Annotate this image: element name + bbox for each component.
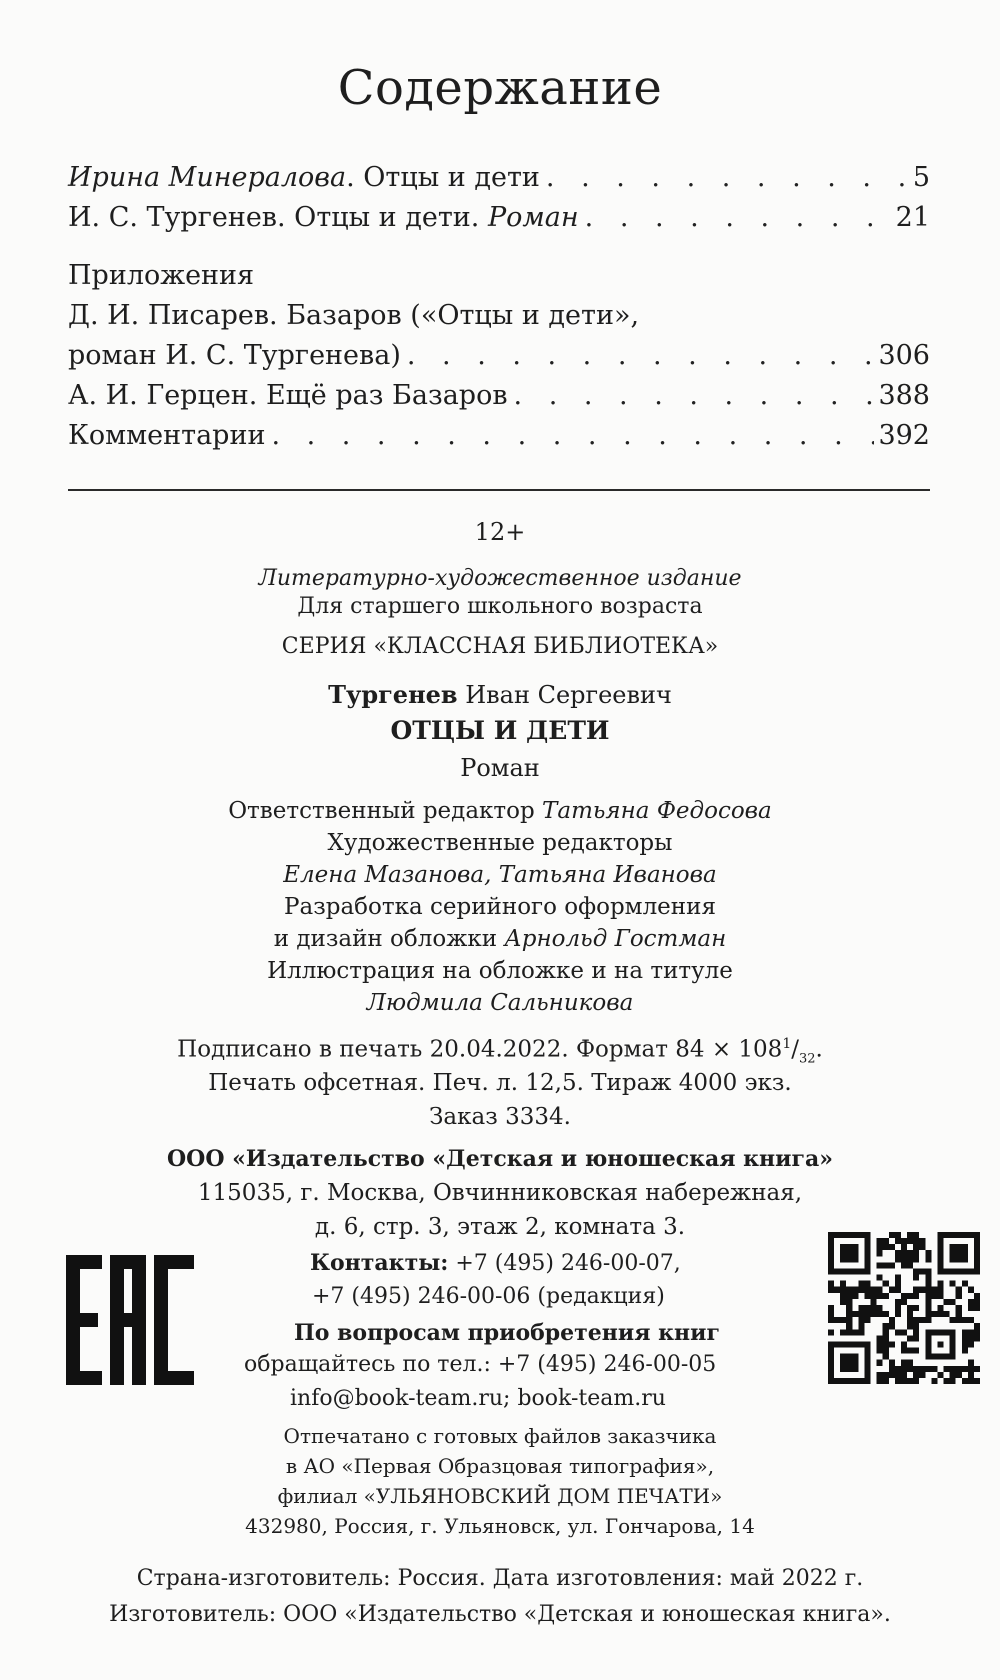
toc xyxy=(68,160,930,240)
cover-design-label: и дизайн обложки xyxy=(273,926,505,952)
toc-leader-dots xyxy=(540,160,909,196)
art-editors-label: Художественные редакторы xyxy=(327,830,673,856)
toc-page-number: 5 xyxy=(912,162,930,193)
printed-line-4: 432980, Россия, г. Ульяновск, ул. Гончарова, 14 xyxy=(245,1514,755,1538)
print-info: Печать офсетная. Печ. л. 12,5. Тираж 4000 экз. xyxy=(208,1070,792,1096)
address-line-2: д. 6, стр. 3, этаж 2, комната 3. xyxy=(314,1214,686,1240)
purchase-phone: обращайтесь по тел.: +7 (495) 246-00-05 xyxy=(244,1352,717,1377)
printed-line-1: Отпечатано с готовых файлов заказчика xyxy=(283,1424,717,1448)
toc-entry-title: Комментарии xyxy=(68,420,266,451)
genre: Роман xyxy=(460,754,540,782)
editor-line xyxy=(0,798,1000,824)
toc-entry xyxy=(68,418,930,458)
toc-entry xyxy=(68,200,930,240)
eac-mark-icon xyxy=(66,1255,194,1385)
manufacturer-line: Изготовитель: ООО «Издательство «Детская и юношеская книга». xyxy=(109,1602,891,1627)
toc-appendix-heading: Приложения xyxy=(68,260,255,291)
divider xyxy=(68,489,930,491)
signed-line: Подписано в печать 20.04.2022. Формат $84 \times 108^1/_{32}$. xyxy=(177,1036,823,1067)
toc-page-number: 306 xyxy=(878,340,930,371)
toc-entry xyxy=(68,338,930,378)
edition-type: Литературно-художественное издание xyxy=(258,566,742,591)
signed-text: Подписано в печать 20.04.2022. Формат 84 × 108 xyxy=(177,1036,783,1063)
toc-entry-title: роман И. С. Тургенева) xyxy=(68,340,401,371)
toc-entry-line: Д. И. Писарев. Базаров («Отцы и дети», xyxy=(68,300,640,331)
illustration-name: Людмила Сальникова xyxy=(366,990,634,1016)
address-line-1: 115035, г. Москва, Овчинниковская набережная, xyxy=(197,1180,803,1206)
country-line: Страна-изготовитель: Россия. Дата изготовления: май 2022 г. xyxy=(136,1566,864,1591)
toc-appendix xyxy=(68,258,930,458)
qr-code-icon xyxy=(828,1232,980,1384)
toc-entry-title xyxy=(68,200,579,236)
web-contacts: info@book-team.ru; book-team.ru xyxy=(290,1386,666,1411)
toc-leader-dots xyxy=(401,338,875,374)
toc-entry-title: А. И. Герцен. Ещё раз Базаров xyxy=(68,380,508,411)
author-surname: Тургенев xyxy=(328,680,458,709)
toc-entry-text: И. С. Тургенев. Отцы и дети. xyxy=(68,202,488,233)
toc-entry xyxy=(68,160,930,200)
contacts-phone-editorial: +7 (495) 246-00-06 (редакция) xyxy=(312,1284,665,1309)
cover-design-name: Арнольд Гостман xyxy=(504,926,727,952)
toc-entry-title xyxy=(68,160,540,196)
book-title: ОТЦЫ И ДЕТИ xyxy=(390,716,610,745)
author-name: Иван Сергеевич xyxy=(457,681,672,709)
toc-entry-genre: Роман xyxy=(487,202,579,233)
age-rating: 12+ xyxy=(474,518,526,546)
publisher: ООО «Издательство «Детская и юношеская книга» xyxy=(167,1146,833,1172)
format-sub: 32 xyxy=(798,1051,816,1067)
toc-page-number: 21 xyxy=(895,202,930,233)
contacts-phone: +7 (495) 246-00-07, xyxy=(448,1251,681,1276)
contacts-line xyxy=(310,1250,681,1276)
format-end: . xyxy=(815,1036,823,1063)
illustration-label: Иллюстрация на обложке и на титуле xyxy=(267,958,733,984)
toc-leader-dots xyxy=(265,418,874,454)
series-design: Разработка серийного оформления xyxy=(284,894,716,920)
editor-label: Ответственный редактор xyxy=(228,798,543,824)
art-editors-names: Елена Мазанова, Татьяна Иванова xyxy=(283,862,717,888)
printed-line-3: филиал «УЛЬЯНОВСКИЙ ДОМ ПЕЧАТИ» xyxy=(277,1484,723,1508)
toc-entry-text: . Отцы и дети xyxy=(346,162,540,193)
page-title: Содержание xyxy=(337,60,663,116)
toc-page-number: 392 xyxy=(878,420,930,451)
order-number: Заказ 3334. xyxy=(429,1104,571,1130)
toc-leader-dots xyxy=(508,378,875,414)
author-line xyxy=(0,680,1000,709)
cover-design-line xyxy=(0,926,1000,952)
purchase-label: По вопросам приобретения книг xyxy=(294,1320,720,1346)
series: СЕРИЯ «КЛАССНАЯ БИБЛИОТЕКА» xyxy=(281,634,719,659)
editor-name: Татьяна Федосова xyxy=(542,798,772,824)
audience: Для старшего школьного возраста xyxy=(297,594,703,619)
contacts-label: Контакты: xyxy=(310,1250,449,1276)
toc-entry-author: Ирина Минералова xyxy=(68,162,347,193)
toc-entry xyxy=(68,378,930,418)
printed-line-2: в АО «Первая Образцовая типография», xyxy=(285,1454,715,1478)
toc-leader-dots xyxy=(579,200,892,236)
toc-page-number: 388 xyxy=(878,380,930,411)
format-sup: 1 xyxy=(782,1036,792,1052)
